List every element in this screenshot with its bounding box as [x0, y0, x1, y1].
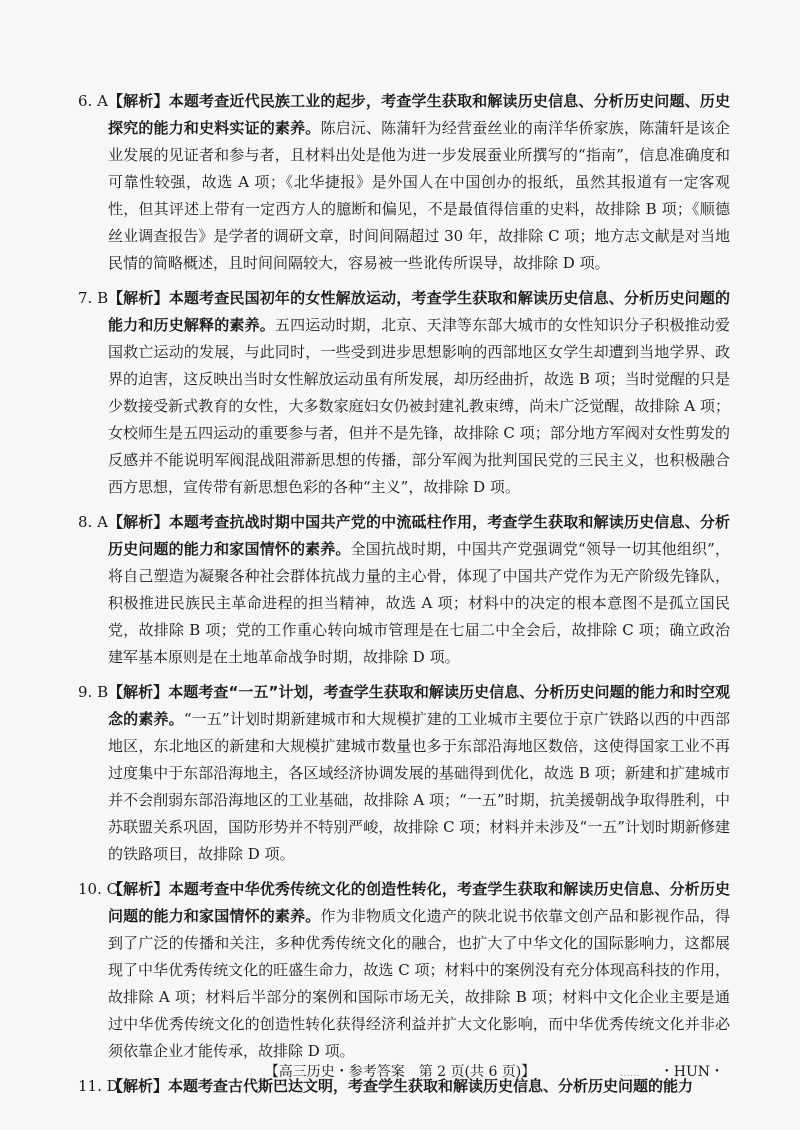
item-number: 10. C [78, 880, 119, 898]
answer-document [78, 88, 730, 1108]
item-lead: 【解析】本题考查近代民族工业的起步，考查学生获取和解读历史信息、分析历史问题、历史探究的能力和史料实证的素养。 [108, 92, 730, 137]
footer-mark: …… [620, 1068, 640, 1079]
item-body: 作为非物质文化遗产的陕北说书依靠文创产品和影视作品，得到了广泛的传播和关注，多种优秀传统文化的融合，也扩大了中华文化的国际影响力，这都展现了中华优秀传统文化的旺盛生命力，故选 C 项；材料中的案例没有充分体现高科技的作用，故排除 A 项；材料后半部分的案例和国际市场无关，故排除 B 项；材料中文化企业主要是通过中华优秀传统文化的创造性转化获得经济利益并扩大文化影响，而中华优秀传统文化并非必须依靠企业才能传承，故排除 D 项。 [108, 907, 730, 1060]
answer-item-8 [78, 509, 730, 671]
item-number: 11. D [78, 1077, 119, 1095]
item-text [108, 88, 730, 277]
answer-item-7 [78, 285, 730, 501]
item-body: “一五”计划时期新建城市和大规模扩建的工业城市主要位于京广铁路以西的中西部地区，东北地区的新建和大规模扩建城市数量也多于东部沿海地区数倍，这使得国家工业不再过度集中于东部沿海地主，各区域经济协调发展的基础得到优化，故选 B 项；新建和扩建城市并不会削弱东部沿海地区的工业基础，故排除 A 项；“一五”时期，抗美援朝战争取得胜利，中苏联盟关系巩固，国防形势并不特别严峻，故排除 C 项；材料并未涉及“一五”计划时期新修建的铁路项目，故排除 D 项。 [108, 710, 730, 863]
item-lead: 【解析】本题考查民国初年的女性解放运动，考查学生获取和解读历史信息、分析历史问题的能力和历史解释的素养。 [108, 289, 730, 334]
item-number: 7. B [78, 289, 109, 307]
item-body: 五四运动时期，北京、天津等东部大城市的女性知识分子积极推动爱国救亡运动的发展，与此同时，一些受到进步思想影响的西部地区女学生却遭到当地学界、政界的迫害，这反映出当时女性解放运动虽有所发展，却历经曲折，故选 B 项；当时觉醒的只是少数接受新式教育的女性，大多数家庭妇女仍被封建礼教束缚，尚未广泛觉醒，故排除 A 项；女校师生是五四运动的重要参与者，但并不是先锋，故排除 C 项；部分地方军阀对女性剪发的反感并不能说明军阀混战阻滞新思想的传播，部分军阀为批判国民党的三民主义，也积极融合西方思想，宣传带有新思想色彩的各种“主义”，故排除 D 项。 [108, 316, 730, 496]
page-footer [0, 1062, 800, 1082]
footer-code: ・HUN・ [659, 1064, 724, 1080]
item-lead: 【解析】本题考查古代斯巴达文明，考查学生获取和解读历史信息、分析历史问题的能力 [108, 1077, 694, 1095]
item-body: 陈启沅、陈蒲轩为经营蚕丝业的南洋华侨家族，陈蒲轩是该企业发展的见证者和参与者，且材料出处是他为进一步发展蚕业所撰写的“指南”，信息准确度和可靠性较强，故选 A 项；《北华捷报》是外国人在中国创办的报纸，虽然其报道有一定客观性，但其评述上带有一定西方人的臆断和偏见，不是最值得信重的史料，故排除 B 项；《顺德丝业调查报告》是学者的调研文章，时间间隔超过 30 年，故排除 C 项；地方志文献是对当地民情的简略概述，且时间间隔较大，容易被一些讹传所误导，故排除 D 项。 [108, 119, 730, 272]
item-number: 9. B [78, 683, 109, 701]
item-number: 8. A [78, 513, 108, 531]
item-text [108, 285, 730, 501]
item-body: 全国抗战时期，中国共产党强调党“领导一切其他组织”，将自己塑造为凝聚各种社会群体抗战力量的主心骨，体现了中国共产党作为无产阶级先锋队，积极推进民族民主革命进程的担当精神，故选 A 项；材料中的决定的根本意图不是孤立国民党，故排除 B 项；党的工作重心转向城市管理是在七届二中全会后，故排除 C 项；确立政治建军基本原则是在土地革命战争时期，故排除 D 项。 [108, 540, 730, 666]
item-text [108, 876, 730, 1065]
item-text [108, 679, 730, 868]
item-lead: 【解析】本题考查抗战时期中国共产党的中流砥柱作用，考查学生获取和解读历史信息、分析历史问题的能力和家国情怀的素养。 [108, 513, 730, 558]
item-number: 6. A [78, 92, 108, 110]
answer-item-9 [78, 679, 730, 868]
footer-title: 【高三历史・参考答案 第 2 页(共 6 页)】 [264, 1064, 536, 1080]
item-lead: 【解析】本题考查中华优秀传统文化的创造性转化，考查学生获取和解读历史信息、分析历史问题的能力和家国情怀的素养。 [108, 880, 730, 925]
answer-item-6 [78, 88, 730, 277]
answer-item-10 [78, 876, 730, 1065]
item-lead: 【解析】本题考查“一五”计划，考查学生获取和解读历史信息、分析历史问题的能力和时空观念的素养。 [108, 683, 730, 728]
item-text [108, 509, 730, 671]
